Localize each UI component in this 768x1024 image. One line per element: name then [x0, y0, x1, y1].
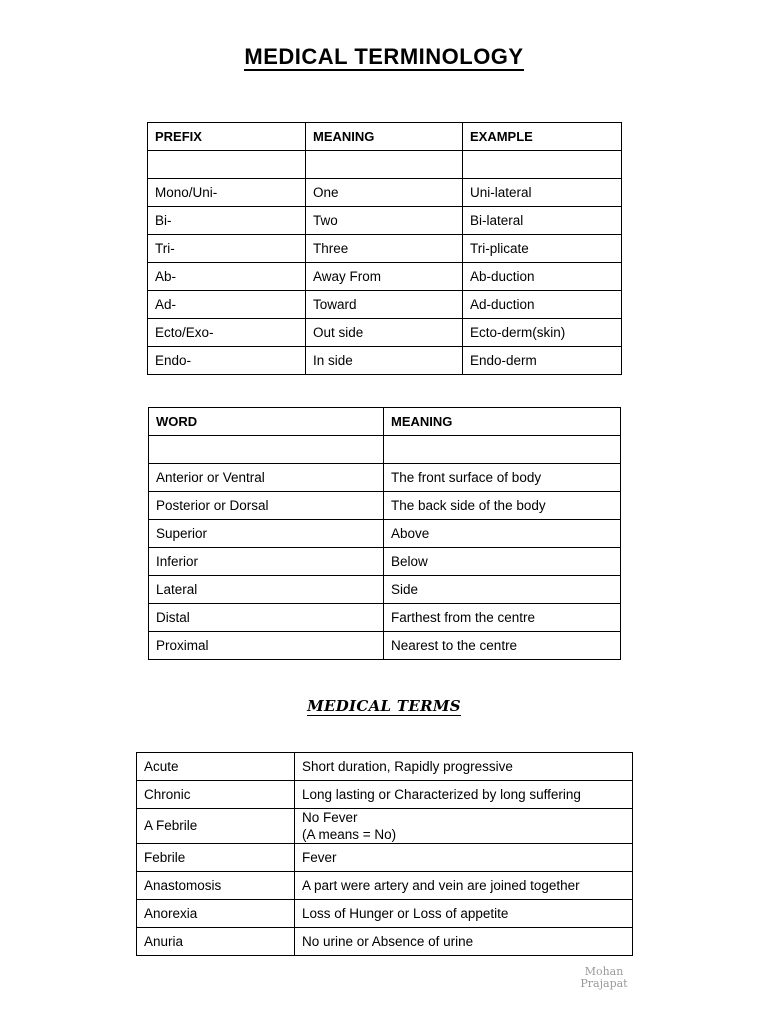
table-blank-row — [148, 151, 622, 179]
table-row — [137, 872, 633, 900]
table-header-row — [149, 408, 621, 436]
table-row — [148, 235, 622, 263]
table-cell: Posterior or Dorsal — [149, 492, 384, 520]
table-cell: Short duration, Rapidly progressive — [295, 753, 633, 781]
table-row — [149, 548, 621, 576]
table-cell: Distal — [149, 604, 384, 632]
section-title-text: MEDICAL TERMS — [307, 697, 461, 715]
table-cell: Ab-duction — [463, 263, 622, 291]
table-cell — [148, 151, 306, 179]
table-row — [137, 928, 633, 956]
table-cell: No Fever (A means = No) — [295, 809, 633, 844]
watermark-line: Mohan — [584, 965, 624, 978]
watermark-line: Prajapat — [580, 977, 628, 990]
table-cell: Lateral — [149, 576, 384, 604]
table-row — [137, 781, 633, 809]
table-cell: Anuria — [137, 928, 295, 956]
table-cell: Side — [384, 576, 621, 604]
section-title — [0, 697, 768, 715]
table-cell: Anterior or Ventral — [149, 464, 384, 492]
table-cell: Tri- — [148, 235, 306, 263]
table-cell: Bi- — [148, 207, 306, 235]
table-cell: Toward — [306, 291, 463, 319]
table-cell: Out side — [306, 319, 463, 347]
table-row — [148, 291, 622, 319]
table-cell: Uni-lateral — [463, 179, 622, 207]
table-cell: Farthest from the centre — [384, 604, 621, 632]
table-blank-row — [149, 436, 621, 464]
table-row — [137, 900, 633, 928]
table-row — [148, 347, 622, 375]
prefix-table — [147, 122, 622, 375]
table-row — [149, 576, 621, 604]
table-row — [149, 632, 621, 660]
table-header-cell: WORD — [149, 408, 384, 436]
table-cell: Away From — [306, 263, 463, 291]
watermark — [574, 966, 634, 990]
table-cell: Two — [306, 207, 463, 235]
table-cell: A part were artery and vein are joined together — [295, 872, 633, 900]
table-row — [149, 520, 621, 548]
table-cell: Above — [384, 520, 621, 548]
table-cell: Long lasting or Characterized by long suffering — [295, 781, 633, 809]
table-cell: Inferior — [149, 548, 384, 576]
table-cell — [306, 151, 463, 179]
table-cell: Below — [384, 548, 621, 576]
table-row — [137, 809, 633, 844]
word-table — [148, 407, 621, 660]
table-row — [137, 753, 633, 781]
table-row — [148, 207, 622, 235]
table-header-cell: EXAMPLE — [463, 123, 622, 151]
table-row — [148, 179, 622, 207]
table-cell: Endo-derm — [463, 347, 622, 375]
table-cell: Proximal — [149, 632, 384, 660]
table-cell: Three — [306, 235, 463, 263]
table-cell: Tri-plicate — [463, 235, 622, 263]
table-cell: Nearest to the centre — [384, 632, 621, 660]
table-cell: Mono/Uni- — [148, 179, 306, 207]
table-header-row — [148, 123, 622, 151]
table-cell: Chronic — [137, 781, 295, 809]
table-cell — [463, 151, 622, 179]
table-cell: One — [306, 179, 463, 207]
table-cell: A Febrile — [137, 809, 295, 844]
table-row — [148, 263, 622, 291]
table-row — [148, 319, 622, 347]
table-header-cell: MEANING — [306, 123, 463, 151]
table-cell: The front surface of body — [384, 464, 621, 492]
table-cell: Ecto/Exo- — [148, 319, 306, 347]
table-cell: Anorexia — [137, 900, 295, 928]
table-row — [149, 464, 621, 492]
table-cell: Bi-lateral — [463, 207, 622, 235]
medical-terms-table — [136, 752, 633, 956]
table-cell: Acute — [137, 753, 295, 781]
table-cell: Ecto-derm(skin) — [463, 319, 622, 347]
table-cell: Superior — [149, 520, 384, 548]
table-cell: The back side of the body — [384, 492, 621, 520]
table-cell: Febrile — [137, 844, 295, 872]
table-cell — [384, 436, 621, 464]
table-row — [149, 492, 621, 520]
table-row — [137, 844, 633, 872]
table-cell — [149, 436, 384, 464]
table-cell: Fever — [295, 844, 633, 872]
table-cell: Anastomosis — [137, 872, 295, 900]
table-cell: Ad-duction — [463, 291, 622, 319]
table-cell: In side — [306, 347, 463, 375]
table-cell: Ad- — [148, 291, 306, 319]
page-title-text: MEDICAL TERMINOLOGY — [244, 44, 524, 69]
table-header-cell: MEANING — [384, 408, 621, 436]
page-title — [0, 44, 768, 70]
table-header-cell: PREFIX — [148, 123, 306, 151]
table-cell: Endo- — [148, 347, 306, 375]
table-cell: No urine or Absence of urine — [295, 928, 633, 956]
table-row — [149, 604, 621, 632]
table-cell: Ab- — [148, 263, 306, 291]
table-cell: Loss of Hunger or Loss of appetite — [295, 900, 633, 928]
